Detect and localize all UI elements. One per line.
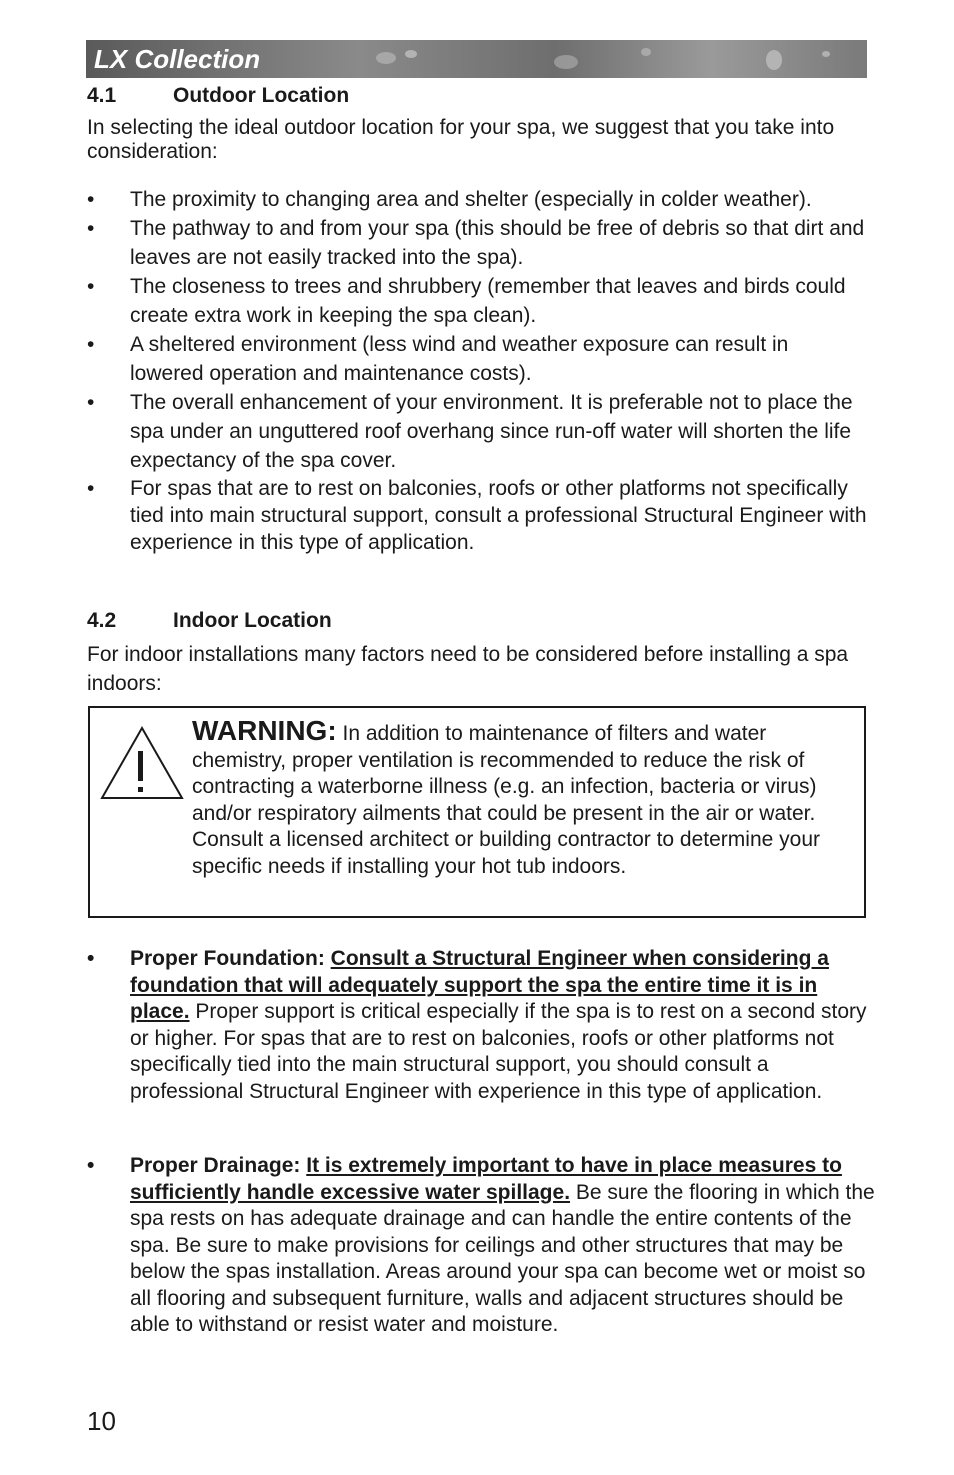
bullet-glyph: • [87, 275, 95, 298]
list-item-drainage [87, 1153, 877, 1339]
list-item [87, 185, 867, 214]
list-item-text: For spas that are to rest on balconies, roofs or other platforms not specifically tied into main structural support, consult a professional Structural Engineer with experience in this type of application. [130, 477, 867, 554]
section-heading-outdoor [87, 83, 349, 109]
outdoor-considerations-list [87, 185, 867, 556]
collection-title: LX Collection [94, 44, 261, 74]
list-item [87, 330, 867, 388]
list-item [87, 475, 867, 556]
list-item [87, 388, 867, 475]
warning-box [88, 706, 866, 918]
bullet-glyph: • [87, 333, 95, 356]
bullet-glyph: • [87, 391, 95, 414]
indoor-intro: For indoor installations many factors need to be considered before installing a spa indoors: [87, 643, 849, 695]
list-item-text: The pathway to and from your spa (this should be free of debris so that dirt and leaves are not easily tracked into the spa). [130, 217, 865, 269]
header-banner [86, 40, 867, 78]
bullet-glyph: • [87, 1154, 95, 1177]
list-item [87, 272, 867, 330]
bullet-glyph: • [87, 477, 95, 500]
section-title: Outdoor Location [173, 84, 350, 107]
list-item [87, 214, 867, 272]
warning-body: In addition to maintenance of filters and water chemistry, proper ventilation is recommended to reduce the risk of contracting a waterborne illness (e.g. an infection, bacteria or virus) and/or respiratory ailments that could be present in the air or water. Consult a licensed architect or building contractor to determine your specific needs if installing your hot tub indoors. [192, 722, 820, 878]
section-number: 4.1 [87, 84, 117, 107]
foundation-text: Proper support is critical especially if the spa is to rest on a second story or higher. For spas that are to rest on balconies, roofs or other platforms not specifically tied into the main structural support, you should consult a professional Structural Engineer with experience in this type of application. [130, 1000, 867, 1103]
section-number: 4.2 [87, 609, 117, 632]
list-item-text: The overall enhancement of your environment. It is preferable not to place the spa under an unguttered roof overhang since run-off water will shorten the life expectancy of the spa cover. [130, 391, 853, 472]
foundation-emphasis: Consult a Structural Engineer when considering a foundation that will adequately support the spa the entire time it is in place. [130, 947, 829, 1023]
list-item-text: The closeness to trees and shrubbery (remember that leaves and birds could create extra work in keeping the spa clean). [130, 275, 846, 327]
warning-text-block [192, 715, 852, 880]
section-title: Indoor Location [173, 609, 332, 632]
drainage-emphasis: It is extremely important to have in place measures to sufficiently handle excessive water spillage. [130, 1154, 842, 1204]
list-item-foundation [87, 946, 877, 1105]
list-item-text: The proximity to changing area and shelter (especially in colder weather). [130, 188, 812, 211]
warning-label: WARNING: [192, 715, 337, 746]
page-number: 10 [87, 1406, 116, 1436]
bullet-glyph: • [87, 947, 95, 970]
bullet-glyph: • [87, 188, 95, 211]
foundation-label: Proper Foundation: [130, 947, 325, 970]
drainage-text: Be sure the flooring in which the spa rests on has adequate drainage and can handle the entire contents of the spa. Be sure to make provisions for ceilings and other structures that may be below the spas installation. Areas around your spa can become wet or moist so all flooring and subsequent furniture, walls and adjacent structures should be able to withstand or resist water and moisture. [130, 1180, 875, 1336]
list-item-text: A sheltered environment (less wind and weather exposure can result in lowered operation and maintenance costs). [130, 333, 789, 385]
foundation-list [87, 946, 877, 1105]
warning-triangle-icon [99, 725, 185, 801]
drainage-list [87, 1153, 877, 1339]
drainage-label: Proper Drainage: [130, 1154, 301, 1177]
outdoor-intro: In selecting the ideal outdoor location for your spa, we suggest that you take into consideration: [87, 116, 835, 163]
section-heading-indoor [87, 608, 332, 634]
bullet-glyph: • [87, 217, 95, 240]
